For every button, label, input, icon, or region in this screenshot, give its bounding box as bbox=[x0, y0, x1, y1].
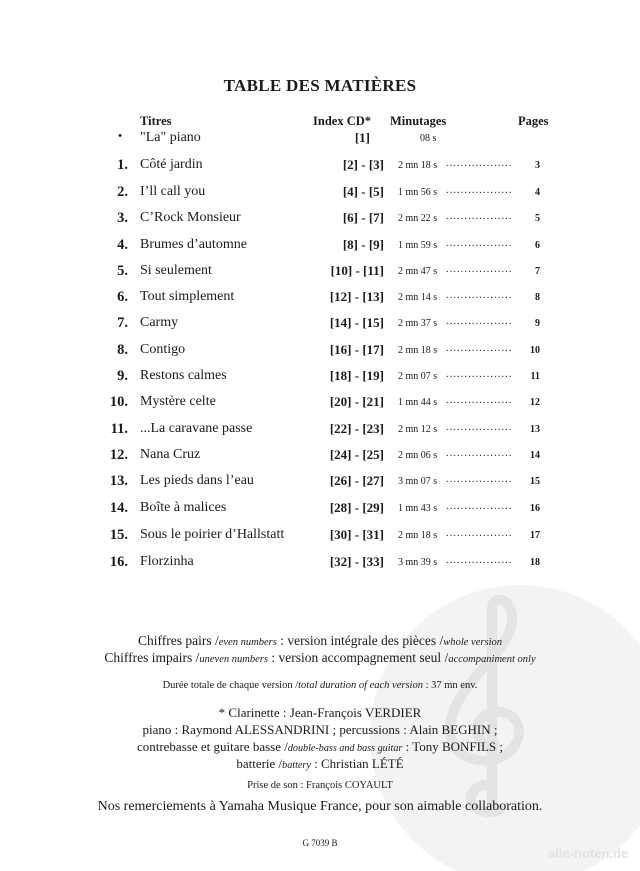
credit-piano: piano : Raymond ALESSANDRINI ; percussions : Alain BEGHIN ; bbox=[142, 722, 498, 737]
sound-credit: Prise de son : François COYAULT bbox=[247, 780, 393, 791]
entry-duration: 3 mn 39 s bbox=[398, 557, 438, 568]
entry-duration: 2 mn 22 s bbox=[398, 213, 438, 224]
entry-title: Florzinha bbox=[140, 554, 194, 569]
entry-duration: 08 s bbox=[420, 133, 437, 144]
page-title: TABLE DES MATIÈRES bbox=[223, 76, 417, 95]
entry-index: [28] - [29] bbox=[329, 500, 384, 515]
header-durations: Minutages bbox=[390, 114, 447, 128]
dot-leader: .................. bbox=[446, 185, 513, 196]
dot-leader: .................. bbox=[446, 369, 513, 380]
toc-entry bbox=[0, 263, 640, 285]
entry-index: [18] - [19] bbox=[329, 368, 384, 383]
entry-title: C’Rock Monsieur bbox=[140, 210, 241, 225]
entry-page: 6 bbox=[535, 240, 540, 251]
entry-title: Les pieds dans l’eau bbox=[140, 473, 254, 488]
entry-number: 9. bbox=[117, 368, 128, 384]
entry-page: 14 bbox=[530, 450, 540, 461]
entry-title: I’ll call you bbox=[140, 184, 206, 199]
bullet: • bbox=[118, 130, 122, 142]
credit-bass: contrebasse et guitare basse /double-bass and bass guitar : Tony BONFILS ; bbox=[136, 739, 504, 754]
entry-title: Nana Cruz bbox=[140, 447, 201, 462]
entry-duration: 1 mn 56 s bbox=[398, 187, 438, 198]
entry-index: [26] - [27] bbox=[329, 473, 384, 488]
toc-entry bbox=[0, 527, 640, 549]
catalog-code: G 7039 B bbox=[302, 838, 338, 848]
entry-page: 7 bbox=[535, 266, 540, 277]
entry-index: [8] - [9] bbox=[342, 237, 384, 252]
entry-index: [12] - [13] bbox=[329, 289, 384, 304]
toc-entry bbox=[0, 289, 640, 311]
toc-entry bbox=[0, 315, 640, 337]
entry-page: 4 bbox=[535, 187, 540, 198]
entry-page: 12 bbox=[530, 397, 540, 408]
toc-entry bbox=[0, 394, 640, 416]
entry-page: 16 bbox=[530, 503, 540, 514]
entry-index: [20] - [21] bbox=[329, 394, 384, 409]
entry-page: 10 bbox=[530, 345, 540, 356]
toc-entry bbox=[0, 237, 640, 259]
entry-title: Mystère celte bbox=[140, 394, 216, 409]
credit-drums: batterie /battery : Christian LÉTÉ bbox=[236, 756, 404, 771]
entry-title: Contigo bbox=[140, 342, 186, 357]
entry-index: [10] - [11] bbox=[330, 263, 384, 278]
toc-entry bbox=[0, 184, 640, 206]
entry-page: 18 bbox=[530, 557, 540, 568]
dot-leader: .................. bbox=[446, 316, 513, 327]
note-even: Chiffres pairs /even numbers : version intégrale des pièces /whole version bbox=[137, 633, 503, 648]
watermark-text: alle-noten.de bbox=[548, 846, 629, 861]
toc-entry bbox=[0, 473, 640, 495]
header-titles: Titres bbox=[140, 114, 172, 128]
toc-entry bbox=[0, 157, 640, 179]
entry-number: 10. bbox=[109, 394, 128, 410]
dot-leader: .................. bbox=[446, 264, 513, 275]
entry-page: 8 bbox=[535, 292, 540, 303]
entry-index: [6] - [7] bbox=[342, 210, 384, 225]
entry-number: 4. bbox=[117, 237, 128, 253]
dot-leader: .................. bbox=[446, 501, 513, 512]
entry-title: Côté jardin bbox=[140, 157, 203, 172]
entry-index: [1] bbox=[354, 130, 370, 145]
dot-leader: .................. bbox=[446, 211, 513, 222]
entry-number: 12. bbox=[109, 447, 128, 463]
entry-index: [14] - [15] bbox=[329, 315, 384, 330]
entry-duration: 1 mn 44 s bbox=[398, 397, 438, 408]
dot-leader: .................. bbox=[446, 158, 513, 169]
entry-page: 11 bbox=[530, 371, 540, 382]
entry-title: Sous le poirier d’Hallstatt bbox=[140, 527, 285, 542]
entry-page: 15 bbox=[530, 476, 540, 487]
entry-title: Tout simplement bbox=[140, 289, 235, 304]
dot-leader: .................. bbox=[446, 555, 513, 566]
toc-entry bbox=[0, 500, 640, 522]
toc-entry bbox=[0, 342, 640, 364]
entry-number: 15. bbox=[109, 527, 128, 543]
entry-duration: 2 mn 47 s bbox=[398, 266, 438, 277]
entry-duration: 1 mn 59 s bbox=[398, 240, 438, 251]
entry-page: 3 bbox=[535, 160, 540, 171]
dot-leader: .................. bbox=[446, 343, 513, 354]
entry-index: [16] - [17] bbox=[329, 342, 384, 357]
header-index: Index CD* bbox=[313, 114, 371, 128]
entry-number: 2. bbox=[117, 184, 128, 200]
entry-number: 1. bbox=[117, 157, 128, 173]
toc-entry bbox=[0, 210, 640, 232]
dot-leader: .................. bbox=[446, 238, 513, 249]
entry-page: 17 bbox=[530, 530, 540, 541]
entry-number: 3. bbox=[117, 210, 128, 226]
toc-entry bbox=[0, 447, 640, 469]
intro-row bbox=[0, 130, 640, 152]
entry-number: 14. bbox=[109, 500, 128, 516]
entry-title: Carmy bbox=[140, 315, 179, 330]
dot-leader: .................. bbox=[446, 395, 513, 406]
entry-title: Restons calmes bbox=[140, 368, 227, 383]
entry-duration: 2 mn 18 s bbox=[398, 160, 438, 171]
note-odd: Chiffres impairs /uneven numbers : version accompagnement seul /accompaniment only bbox=[104, 650, 536, 665]
entry-number: 13. bbox=[109, 473, 128, 489]
entry-duration: 2 mn 07 s bbox=[398, 371, 438, 382]
toc-entry bbox=[0, 554, 640, 576]
entry-duration: 2 mn 18 s bbox=[398, 345, 438, 356]
entry-title: Boîte à malices bbox=[140, 500, 227, 515]
entry-number: 16. bbox=[109, 554, 128, 570]
entry-title: "La" piano bbox=[140, 130, 201, 145]
dot-leader: .................. bbox=[446, 422, 513, 433]
entry-number: 11. bbox=[110, 421, 128, 437]
toc-entry bbox=[0, 421, 640, 443]
entry-duration: 2 mn 12 s bbox=[398, 424, 438, 435]
entry-number: 7. bbox=[117, 315, 128, 331]
entry-index: [4] - [5] bbox=[342, 184, 384, 199]
entry-page: 5 bbox=[535, 213, 540, 224]
dot-leader: .................. bbox=[446, 474, 513, 485]
thanks: Nos remerciements à Yamaha Musique France, pour son aimable collaboration. bbox=[97, 799, 543, 814]
entry-title: ...La caravane passe bbox=[140, 421, 253, 436]
entry-index: [30] - [31] bbox=[329, 527, 384, 542]
entry-title: Si seulement bbox=[140, 263, 212, 278]
entry-number: 6. bbox=[117, 289, 128, 305]
entry-number: 5. bbox=[117, 263, 128, 279]
entry-index: [24] - [25] bbox=[329, 447, 384, 462]
credit-clarinet: * Clarinette : Jean-François VERDIER bbox=[218, 705, 422, 720]
dot-leader: .................. bbox=[446, 528, 513, 539]
entry-page: 13 bbox=[530, 424, 540, 435]
entry-number: 8. bbox=[117, 342, 128, 358]
entry-index: [2] - [3] bbox=[342, 157, 384, 172]
entry-title: Brumes d’automne bbox=[140, 237, 247, 252]
entry-duration: 2 mn 06 s bbox=[398, 450, 438, 461]
dot-leader: .................. bbox=[446, 290, 513, 301]
entry-duration: 3 mn 07 s bbox=[398, 476, 438, 487]
entry-duration: 1 mn 43 s bbox=[398, 503, 438, 514]
dot-leader: .................. bbox=[446, 448, 513, 459]
note-duration: Durée totale de chaque version /total duration of each version : 37 mn env. bbox=[162, 680, 478, 691]
entry-duration: 2 mn 18 s bbox=[398, 530, 438, 541]
entry-duration: 2 mn 37 s bbox=[398, 318, 438, 329]
entry-index: [22] - [23] bbox=[329, 421, 384, 436]
entry-duration: 2 mn 14 s bbox=[398, 292, 438, 303]
toc-entry bbox=[0, 368, 640, 390]
entry-index: [32] - [33] bbox=[329, 554, 384, 569]
header-pages: Pages bbox=[518, 114, 549, 128]
entry-page: 9 bbox=[535, 318, 540, 329]
